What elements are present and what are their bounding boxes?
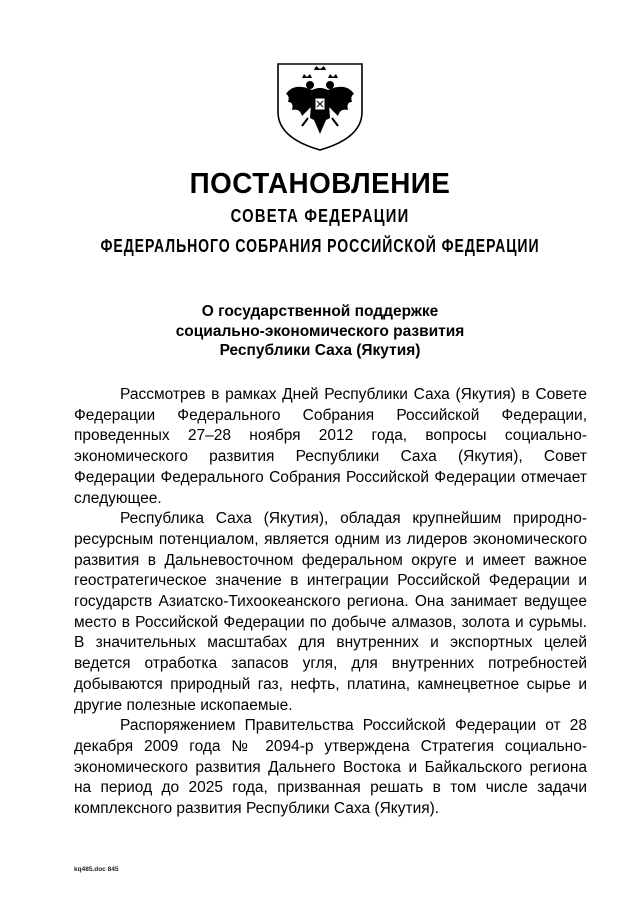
file-reference: kq485.doc 845	[74, 866, 119, 873]
subject-line-2: социально-экономического развития	[175, 322, 465, 340]
body-paragraph-1: Рассмотрев в рамках Дней Республики Саха (Якутия) в Совете Федерации Федерального Собрания Российской Федерации, проведенных 27–28 ноября 2012 года, вопросы социально-экономического развития Республики Саха (Якутия), Совет Федерации Федерального Собрания Российской Федерации отмечает следующее.	[74, 386, 587, 507]
subject-line-1: О государственной поддержке	[201, 303, 439, 320]
body-paragraph-3: Распоряжением Правительства Российской Федерации от 28 декабря 2009 года № 2094-р утверждена Стратегия социально-экономического развития Дальнего Востока и Байкальского региона на период до 2025 года, призванная решать в том числе задачи комплексного развития Республики Саха (Якутия).	[74, 717, 587, 818]
issuer-line-1: СОВЕТА ФЕДЕРАЦИИ	[230, 206, 410, 226]
document-body	[74, 385, 587, 820]
subject-line-3: Республики Саха (Якутия)	[219, 342, 421, 359]
body-paragraph-2: Республика Саха (Якутия), обладая крупнейшим природно-ресурсным потенциалом, является одним из лидеров экономического развития в Дальневосточном федеральном округе и имеет важное геостратегическое значение в интеграции Российской Федерации и государств Азиатско-Тихоокеанского региона. Она занимает ведущее место в Российской Федерации по добыче алмазов, золота и сурьмы. В значительных масштабах для внутренних и экспортных целей ведется отработка запасов угля, для внутренних потребностей добываются природный газ, нефть, платина, камнецветное сырье и другие полезные ископаемые.	[74, 510, 587, 714]
document-subject	[0, 302, 640, 361]
document-title: ПОСТАНОВЛЕНИЕ	[189, 168, 451, 200]
coat-of-arms-icon	[272, 60, 368, 152]
issuer-line-2: ФЕДЕРАЛЬНОГО СОБРАНИЯ РОССИЙСКОЙ ФЕДЕРАЦИИ	[100, 236, 540, 256]
